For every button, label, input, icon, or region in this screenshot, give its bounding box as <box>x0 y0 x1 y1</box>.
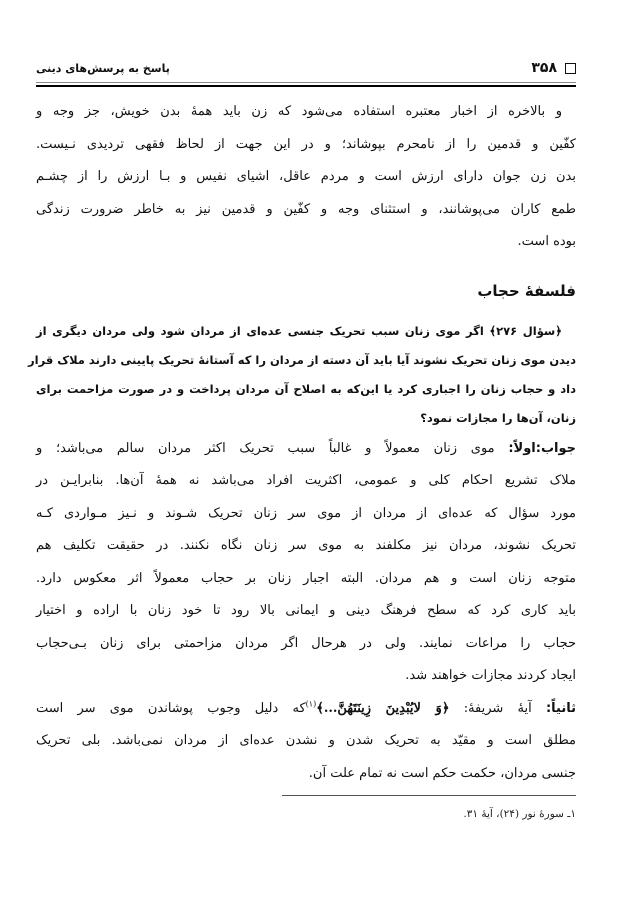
text-line: جنسی مردان، حکمت حکم است نه تمام علت آن. <box>308 765 576 781</box>
first-point-label: اولاً: <box>508 440 536 456</box>
text-line <box>36 693 576 726</box>
page-content <box>28 96 576 790</box>
question-line <box>36 317 576 346</box>
intro-paragraph <box>36 96 576 259</box>
page-header <box>36 60 576 82</box>
text-line: مورد سؤال که عده‌ای از مردان از موی سر زنان تحریک شـوند و نـیز مـواردی کـه <box>36 505 576 521</box>
running-title: پاسخ به پرسش‌های دینی <box>36 62 170 75</box>
text-line: مطلق است و مقیّد به تحریک شدن و نشدن عده‌ای از مردان نمی‌باشد. بلی تحریک <box>36 733 576 748</box>
answer-paragraph <box>36 433 576 693</box>
text-line: کفّین و قدمین را از نامحرم بپوشاند؛ و در این جهت از لحاظ فقهی تردیدی نـیست. <box>36 136 576 152</box>
page-number <box>531 60 576 76</box>
second-point-paragraph <box>36 693 576 791</box>
second-point-label: ثانیاً: <box>545 700 576 716</box>
text-line: باید کاری کرد که سطح فرهنگ دینی و ایمانی بالا رود تا خود زنان با اراده و اختیار <box>36 603 576 618</box>
question-line: داد و حجاب زنان را اجباری کرد یا این‌که به اصلاح آن مردان پرداخت و در صورت مزاحمت برای <box>36 381 576 396</box>
question-text: اگر موی زنان سبب تحریک جنسی عده‌ای از مردان شود ولی مردان دیگری از <box>36 323 484 338</box>
section-heading: فلسفهٔ حجاب <box>477 281 576 300</box>
text-line: ایجاد کردند مجازات خواهند شد. <box>405 668 576 683</box>
quran-verse: ﴿وَ لايُبْدِينَ زِينَتَهُنَّ...﴾ <box>316 700 450 716</box>
verse-intro: آیهٔ شریفهٔ: <box>463 700 532 716</box>
book-page <box>28 0 576 899</box>
text-line: طمع کاران می‌پوشانند، و استثنای وجه و کفّین و قدمین نیز به خاطر ضرورت زندگی <box>36 201 576 217</box>
text-line: متوجه زنان است و هم مردان. البته اجبار زنان بر حجاب معمولاً اثر معکوس دارد. <box>36 570 576 586</box>
text-line: ملاک تشریع احکام کلی و عمومی، اکثریت افراد می‌باشد نه همهٔ آن‌ها. بنابرایـن در <box>36 473 576 488</box>
question-block <box>28 317 576 433</box>
question-line: زنان، آن‌ها را مجازات نمود؟ <box>420 410 576 425</box>
question-line: دیدن موی زنان تحریک نشوند آیا باید آن دسته از مردان را که آستانهٔ تحریک پایینی دارند ملاک قرار <box>28 352 576 367</box>
text-line: و بالاخره از اخبار معتبره استفاده می‌شود که زن باید همهٔ بدن خویش، جز وجه و <box>36 104 562 119</box>
text-line: بدن زن جوان دارای ارزش است و مردم عاقل، اشیای نفیس و بـا ارزش را از چشـم <box>36 169 576 184</box>
footnote-reference[interactable]: (۱) <box>305 699 317 709</box>
footnote: ۱ـ سورهٔ نور (۲۴)، آیهٔ ۳۱. <box>463 808 576 820</box>
text-line: حجاب را مراعات نمایند. ولی در هرحال اگر مردان مزاحمتی برای زنان بـی‌حجاب <box>36 635 576 651</box>
square-bullet-icon <box>565 63 576 74</box>
answer-label: جواب: <box>535 440 576 456</box>
question-label: ﴿سؤال ۲۷۶﴾ <box>489 323 562 338</box>
header-rule-thin <box>36 82 576 83</box>
text-line: تحریک نشوند، مردان نیز مکلفند به موی سر زنان نگاه نکنند. در حقیقت تکلیف هم <box>36 538 576 553</box>
text-line <box>36 433 576 466</box>
answer-text: موی زنان معمولاً و غالباً سبب تحریک اکثر مردان سالم می‌باشد؛ و <box>36 440 495 456</box>
header-rule-thick <box>36 85 576 87</box>
text-line: بوده است. <box>517 234 576 249</box>
footnote-divider <box>282 795 576 796</box>
page-number-text: ۳۵۸ <box>531 60 557 76</box>
text-continuation: که دلیل وجوب پوشاندن موی سر است <box>36 700 306 716</box>
